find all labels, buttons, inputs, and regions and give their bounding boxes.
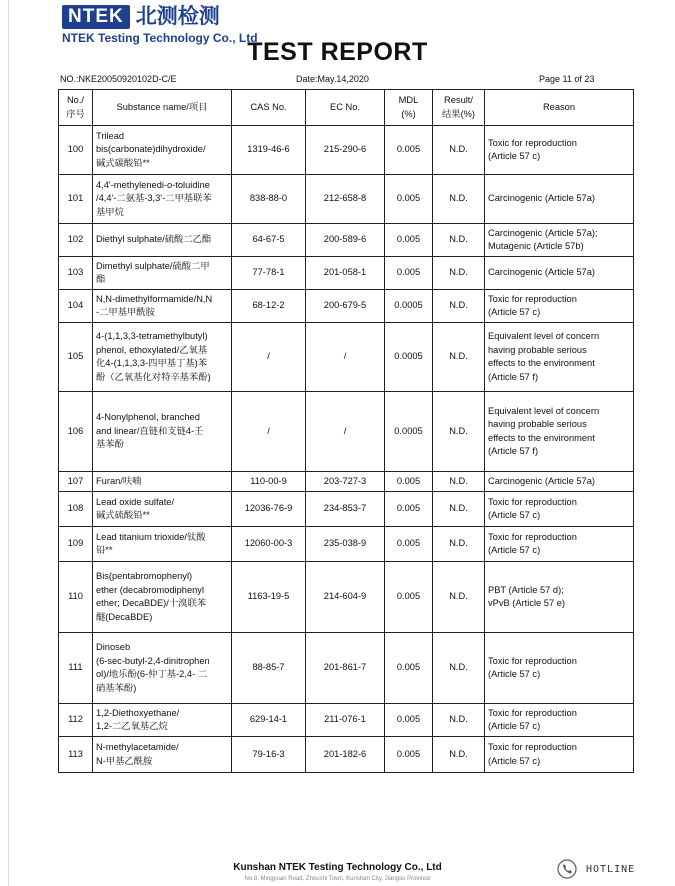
cell-substance-line: Lead oxide sulfate/ [96,496,175,507]
cell-substance-line: /4,4'-二氨基-3,3'-二甲基联苯 [96,193,212,204]
cell-cas: 88-85-7 [232,633,306,704]
header-ec: EC No. [306,90,385,126]
cell-substance [93,737,232,773]
cell-substance-line: Lead titanium trioxide/钛酸 [96,531,206,542]
cell-no: 100 [59,126,93,175]
cell-cas: 838-88-0 [232,175,306,224]
table-row [59,737,634,773]
report-title: TEST REPORT [247,38,428,66]
cell-reason-line: Carcinogenic (Article 57a) [488,267,595,278]
cell-ec: 212-658-8 [306,175,385,224]
cell-reason-line: Toxic for reproduction [488,137,577,148]
cell-substance-line: Trilead [96,130,125,141]
cell-ec: 211-076-1 [306,704,385,737]
cell-mdl: 0.005 [385,126,433,175]
cell-reason-line: Toxic for reproduction [488,293,577,304]
table-row [59,126,634,175]
cell-substance [93,290,232,323]
cell-cas: 68-12-2 [232,290,306,323]
report-number: NO.:NKE20050920102D-C/E [60,74,177,84]
cell-substance-line: ether; DecaBDE)/十溴联苯 [96,598,207,608]
table-row [59,224,634,257]
cell-substance-line: 4-Nonylphenol, branched [96,412,200,423]
ntek-logo [62,5,220,29]
cell-result: N.D. [433,257,485,290]
cell-no: 104 [59,290,93,323]
cell-no: 103 [59,257,93,290]
cell-mdl: 0.005 [385,175,433,224]
cell-ec: 200-589-6 [306,224,385,257]
cell-cas: 77-78-1 [232,257,306,290]
cell-mdl: 0.005 [385,704,433,737]
cell-substance-line: 酚（乙氧基化对特辛基苯酚) [96,371,211,382]
cell-no: 105 [59,323,93,392]
footer-company: Kunshan NTEK Testing Technology Co., Ltd [233,862,442,873]
cell-substance [93,527,232,562]
cell-substance-line: 基甲烷 [96,206,124,217]
cell-reason-line: (Article 57 c) [488,669,541,679]
cell-result: N.D. [433,527,485,562]
table-row [59,704,634,737]
cell-cas: 1163-19-5 [232,562,306,633]
cell-no: 108 [59,492,93,527]
report-date: Date:May.14,2020 [296,74,369,84]
cell-reason [485,704,634,737]
cell-substance-line: 酯 [96,274,106,284]
cell-result: N.D. [433,126,485,175]
cell-no: 102 [59,224,93,257]
cell-reason [485,472,634,492]
cell-result: N.D. [433,472,485,492]
cell-substance [93,633,232,704]
cell-reason-line: (Article 57 c) [488,721,541,731]
cell-substance-line: Dimethyl sulphate/硫酸二甲 [96,260,210,271]
cell-cas: 629-14-1 [232,704,306,737]
footer-address: No.8, Mingyuan Road, Zhoushi Town, Kunshan City, Jiangsu Province [244,876,431,882]
cell-ec: 201-182-6 [306,737,385,773]
cell-reason-line: effects to the environment [488,358,595,368]
table-row [59,472,634,492]
cell-substance [93,175,232,224]
substance-table [58,89,634,773]
cell-no: 113 [59,737,93,773]
cell-cas: 110-00-9 [232,472,306,492]
cell-reason [485,492,634,527]
cell-reason-line: Carcinogenic (Article 57a) [488,193,595,204]
table-row [59,492,634,527]
cell-reason-line: (Article 57 c) [488,510,541,520]
cell-no: 107 [59,472,93,492]
cell-reason [485,527,634,562]
cell-ec: 214-604-9 [306,562,385,633]
cell-substance-line: 1,2-Diethoxyethane/ [96,707,180,718]
header-substance: Substance name/项目 [93,90,232,126]
cell-ec: 215-290-6 [306,126,385,175]
cell-ec: 201-861-7 [306,633,385,704]
cell-reason-line: vPvB (Article 57 e) [488,598,565,608]
cell-reason [485,562,634,633]
cell-reason-line: Carcinogenic (Article 57a); [488,227,598,238]
cell-no: 109 [59,527,93,562]
cell-cas: 64-67-5 [232,224,306,257]
table-body [59,126,634,773]
cell-reason [485,126,634,175]
cell-ec: 235-038-9 [306,527,385,562]
cell-mdl: 0.0005 [385,290,433,323]
cell-no: 101 [59,175,93,224]
cell-cas: / [232,323,306,392]
table-header-row [59,90,634,126]
cell-reason-line: (Article 57 c) [488,307,541,317]
cell-result: N.D. [433,562,485,633]
table-row [59,633,634,704]
cell-substance-line: 化4-(1,1,3,3-四甲基丁基)苯 [96,358,208,368]
cell-ec: 203-727-3 [306,472,385,492]
cell-cas: / [232,392,306,472]
cell-mdl: 0.005 [385,527,433,562]
cell-substance-line: (6-sec-butyl-2,4-dinitrophen [96,655,210,666]
cell-substance-line: bis(carbonate)dihydroxide/ [96,144,206,155]
cell-mdl: 0.0005 [385,323,433,392]
cell-no: 112 [59,704,93,737]
cell-reason [485,737,634,773]
cell-mdl: 0.005 [385,224,433,257]
cell-substance-line: Bis(pentabromophenyl) [96,571,193,581]
logo-cn: 北测检测 [135,4,220,28]
cell-ec: 201-058-1 [306,257,385,290]
cell-substance-line: N-甲基乙酰胺 [96,755,153,766]
cell-substance-line: 1,2-二乙氧基乙烷 [96,721,168,731]
cell-cas: 12060-00-3 [232,527,306,562]
cell-reason-line: Carcinogenic (Article 57a) [488,475,595,486]
table-row [59,290,634,323]
cell-reason-line: Toxic for reproduction [488,531,577,542]
header-no: No./ 序号 [59,90,93,126]
cell-cas: 79-16-3 [232,737,306,773]
company-name: NTEK Testing Technology Co., Ltd [62,31,258,45]
cell-reason-line: (Article 57 c) [488,545,541,555]
cell-cas: 12036-76-9 [232,492,306,527]
cell-reason [485,323,634,392]
cell-substance-line: Dinoseb [96,642,131,652]
page-number: Page 11 of 23 [539,74,595,84]
cell-mdl: 0.005 [385,492,433,527]
cell-substance-line: ol)/地乐酚(6-仲丁基-2,4- 二 [96,669,208,679]
table-row [59,527,634,562]
cell-ec: 200-679-5 [306,290,385,323]
header-result: Result/ 结果(%) [433,90,485,126]
cell-substance [93,126,232,175]
cell-substance-line: N,N-dimethylformamide/N,N [96,293,213,304]
cell-reason-line: having probable serious [488,344,587,355]
cell-result: N.D. [433,633,485,704]
cell-substance-line: N-methylacetamide/ [96,742,179,752]
table-row [59,392,634,472]
hotline-label: HOTLINE [586,864,636,875]
cell-substance [93,492,232,527]
cell-cas: 1319-46-6 [232,126,306,175]
cell-reason-line: Toxic for reproduction [488,707,577,718]
table-row [59,562,634,633]
cell-no: 111 [59,633,93,704]
cell-result: N.D. [433,224,485,257]
cell-substance-line: 硝基苯酚) [96,682,137,693]
header-cas: CAS No. [232,90,306,126]
cell-substance-line: and linear/直链和支链4-壬 [96,425,204,436]
cell-result: N.D. [433,392,485,472]
cell-reason-line: (Article 57 f) [488,446,539,456]
cell-ec: 234-853-7 [306,492,385,527]
page-edge-left [8,0,9,886]
cell-reason [485,175,634,224]
cell-substance [93,257,232,290]
cell-mdl: 0.005 [385,633,433,704]
cell-mdl: 0.0005 [385,392,433,472]
cell-reason-line: (Article 57 f) [488,371,539,382]
cell-substance [93,472,232,492]
cell-substance [93,323,232,392]
phone-icon [556,858,578,880]
cell-reason [485,392,634,472]
cell-substance-line: 4,4'-methylenedi-o-toluidine [96,179,210,190]
cell-substance-line: 4-(1,1,3,3-tetramethylbutyl) [96,331,208,341]
cell-ec: / [306,392,385,472]
cell-reason-line: Toxic for reproduction [488,742,577,752]
cell-mdl: 0.005 [385,472,433,492]
cell-result: N.D. [433,290,485,323]
cell-reason-line: Toxic for reproduction [488,655,577,666]
table-row [59,323,634,392]
cell-reason-line: Mutagenic (Article 57b) [488,241,584,251]
cell-substance [93,562,232,633]
table-row [59,175,634,224]
cell-reason-line: PBT (Article 57 d); [488,584,564,595]
cell-reason [485,290,634,323]
cell-substance [93,704,232,737]
cell-ec: / [306,323,385,392]
cell-substance-line: ether (decabromodiphenyl [96,584,205,595]
cell-result: N.D. [433,175,485,224]
cell-substance-line: 碱式碳酸铅** [96,157,150,168]
cell-reason-line: Toxic for reproduction [488,496,577,507]
cell-reason-line: (Article 57 c) [488,151,541,161]
cell-result: N.D. [433,492,485,527]
cell-substance-line: 铅** [96,545,113,555]
cell-result: N.D. [433,323,485,392]
cell-result: N.D. [433,704,485,737]
cell-reason-line: (Article 57 c) [488,755,541,766]
cell-reason-line: effects to the environment [488,432,595,443]
cell-reason [485,257,634,290]
logo-text: NTEK [62,5,130,29]
cell-reason-line: Equivalent level of concern [488,331,600,341]
cell-substance [93,392,232,472]
cell-substance-line: -二甲基甲酰胺 [96,307,155,317]
cell-mdl: 0.005 [385,257,433,290]
cell-mdl: 0.005 [385,737,433,773]
cell-reason-line: Equivalent level of concern [488,405,600,416]
cell-reason-line: having probable serious [488,419,587,429]
cell-mdl: 0.005 [385,562,433,633]
cell-substance-line: 醚(DecaBDE) [96,611,153,622]
header-mdl: MDL (%) [385,90,433,126]
cell-reason [485,633,634,704]
cell-reason [485,224,634,257]
cell-substance-line: phenol, ethoxylated/乙氧基 [96,344,208,355]
header-reason: Reason [485,90,634,126]
cell-no: 110 [59,562,93,633]
cell-substance [93,224,232,257]
cell-result: N.D. [433,737,485,773]
cell-no: 106 [59,392,93,472]
cell-substance-line: Furan/呋喃 [96,475,142,486]
cell-substance-line: 碱式硫酸铅** [96,510,150,520]
cell-substance-line: 基苯酚 [96,439,124,450]
cell-substance-line: Diethyl sulphate/硫酸二乙酯 [96,234,212,245]
table-row [59,257,634,290]
